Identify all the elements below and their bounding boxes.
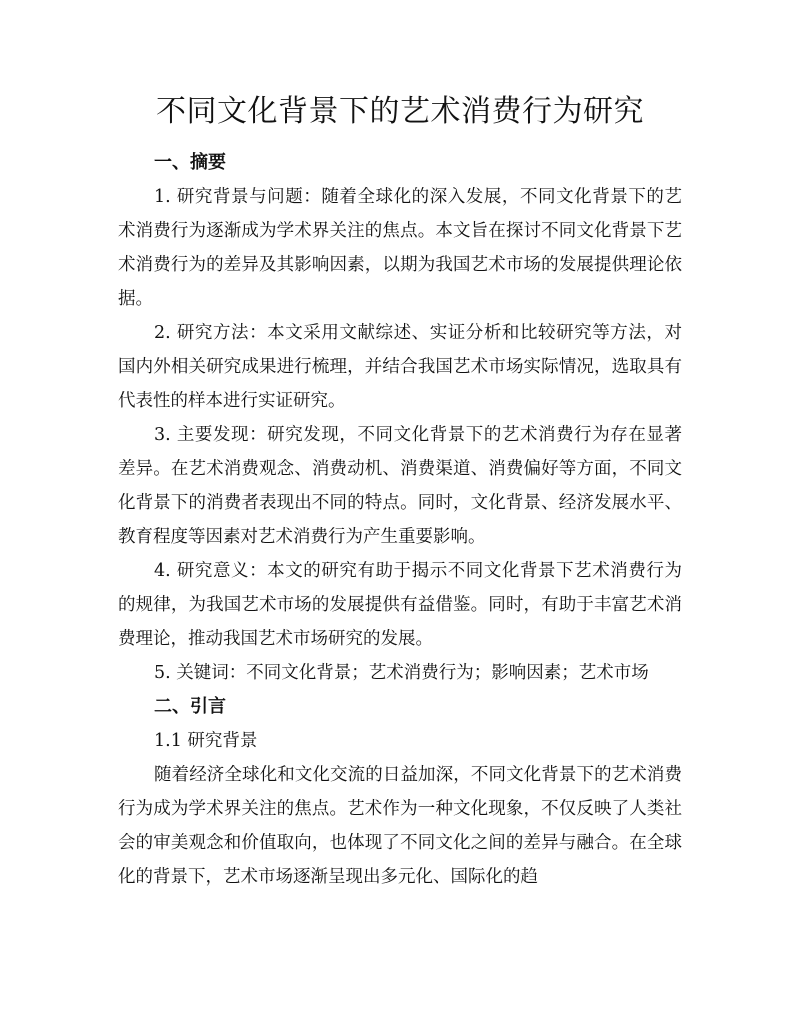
abstract-paragraph-5: 5. 关键词：不同文化背景；艺术消费行为；影响因素；艺术市场	[154, 663, 649, 683]
section-heading-intro: 二、引言	[154, 696, 226, 717]
intro-paragraph-1: 随着经济全球化和文化交流的日益加深，不同文化背景下的艺术消费行为成为学术界关注的焦点。艺术作为一种文化现象，不仅反映了人类社会的审美观念和价值取向，也体现了不同文化之间的差异与融合。在全球化的背景下，艺术市场逐渐呈现出多元化、国际化的趋	[118, 765, 682, 887]
abstract-paragraph-3: 3. 主要发现：研究发现，不同文化背景下的艺术消费行为存在显著差异。在艺术消费观念、消费动机、消费渠道、消费偏好等方面，不同文化背景下的消费者表现出不同的特点。同时，文化背景、经济发展水平、教育程度等因素对艺术消费行为产生重要影响。	[118, 425, 682, 547]
abstract-paragraph-1: 1. 研究背景与问题：随着全球化的深入发展，不同文化背景下的艺术消费行为逐渐成为学术界关注的焦点。本文旨在探讨不同文化背景下艺术消费行为的差异及其影响因素，以期为我国艺术市场的发展提供理论依据。	[118, 187, 682, 309]
subsection-heading-background: 1.1 研究背景	[154, 731, 258, 751]
document-title: 不同文化背景下的艺术消费行为研究	[156, 94, 644, 129]
section-heading-abstract: 一、摘要	[154, 152, 226, 173]
abstract-paragraph-4: 4. 研究意义：本文的研究有助于揭示不同文化背景下艺术消费行为的规律，为我国艺术市场的发展提供有益借鉴。同时，有助于丰富艺术消费理论，推动我国艺术市场研究的发展。	[118, 561, 682, 649]
abstract-paragraph-2: 2. 研究方法：本文采用文献综述、实证分析和比较研究等方法，对国内外相关研究成果进行梳理，并结合我国艺术市场实际情况，选取具有代表性的样本进行实证研究。	[118, 323, 682, 411]
